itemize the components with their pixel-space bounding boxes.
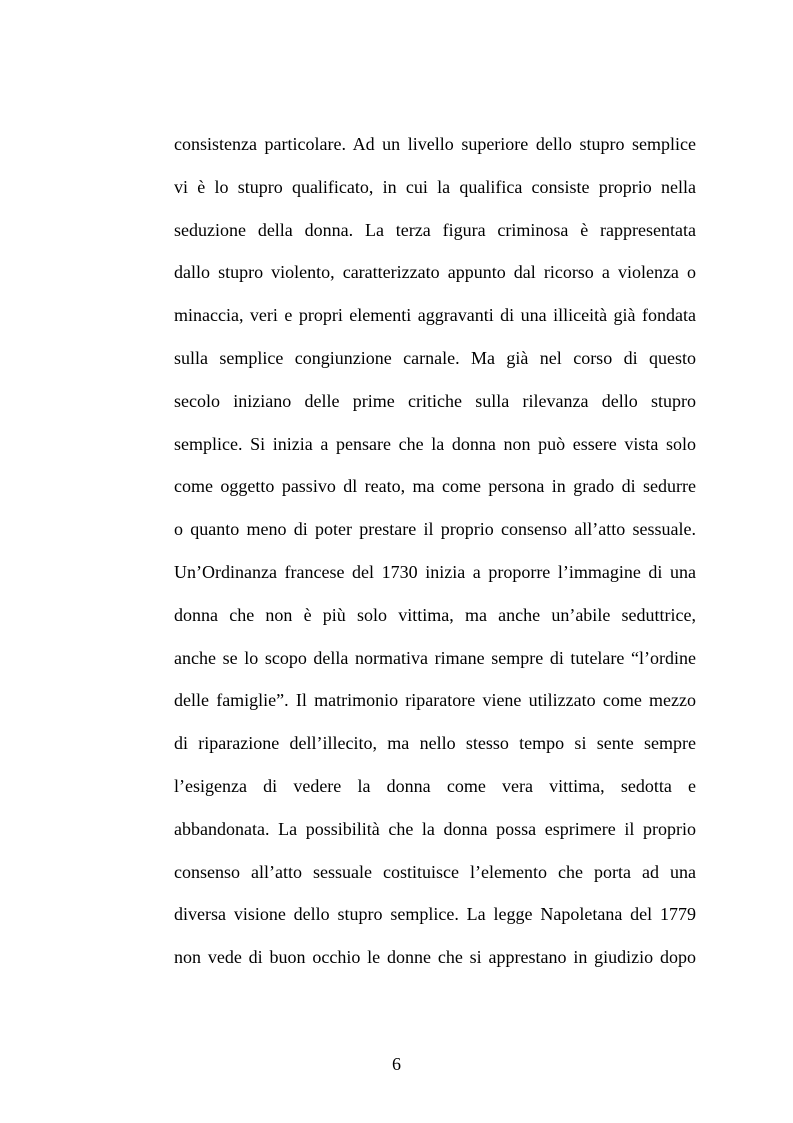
text-line: donna che non è più solo vittima, ma anche un’abile seduttrice, — [174, 604, 696, 625]
text-line: consenso all’atto sessuale costituisce l’elemento che porta ad una — [174, 861, 696, 882]
text-line: seduzione della donna. La terza figura criminosa è rappresentata — [174, 219, 696, 240]
text-line: dallo stupro violento, caratterizzato appunto dal ricorso a violenza o — [174, 262, 696, 283]
text-line: secolo iniziano delle prime critiche sulla rilevanza dello stupro — [174, 390, 696, 411]
text-line: l’esigenza di vedere la donna come vera vittima, sedotta e — [174, 775, 696, 796]
text-line: diversa visione dello stupro semplice. La legge Napoletana del 1779 — [174, 904, 696, 925]
text-line: di riparazione dell’illecito, ma nello stesso tempo si sente sempre — [174, 733, 696, 754]
text-line: consistenza particolare. Ad un livello superiore dello stupro semplice — [174, 134, 696, 154]
text-line: delle famiglie”. Il matrimonio riparatore viene utilizzato come mezzo — [174, 690, 696, 711]
page-number: 6 — [392, 1054, 401, 1074]
text-line: non vede di buon occhio le donne che si apprestano in giudizio dopo — [174, 947, 696, 968]
text-line: minaccia, veri e propri elementi aggravanti di una illiceità già fondata — [174, 305, 696, 326]
text-line: come oggetto passivo dl reato, ma come persona in grado di sedurre — [174, 476, 696, 497]
text-line: anche se lo scopo della normativa rimane sempre di tutelare “l’ordine — [174, 647, 696, 668]
text-line: semplice. Si inizia a pensare che la donna non può essere vista solo — [174, 433, 696, 454]
text-line: abbandonata. La possibilità che la donna possa esprimere il proprio — [174, 818, 696, 839]
body-text — [174, 127, 696, 983]
text-line: sulla semplice congiunzione carnale. Ma già nel corso di questo — [174, 347, 696, 368]
text-line: Un’Ordinanza francese del 1730 inizia a proporre l’immagine di una — [174, 561, 696, 582]
text-line: vi è lo stupro qualificato, in cui la qualifica consiste proprio nella — [174, 176, 696, 197]
text-line: o quanto meno di poter prestare il proprio consenso all’atto sessuale. — [174, 519, 696, 540]
